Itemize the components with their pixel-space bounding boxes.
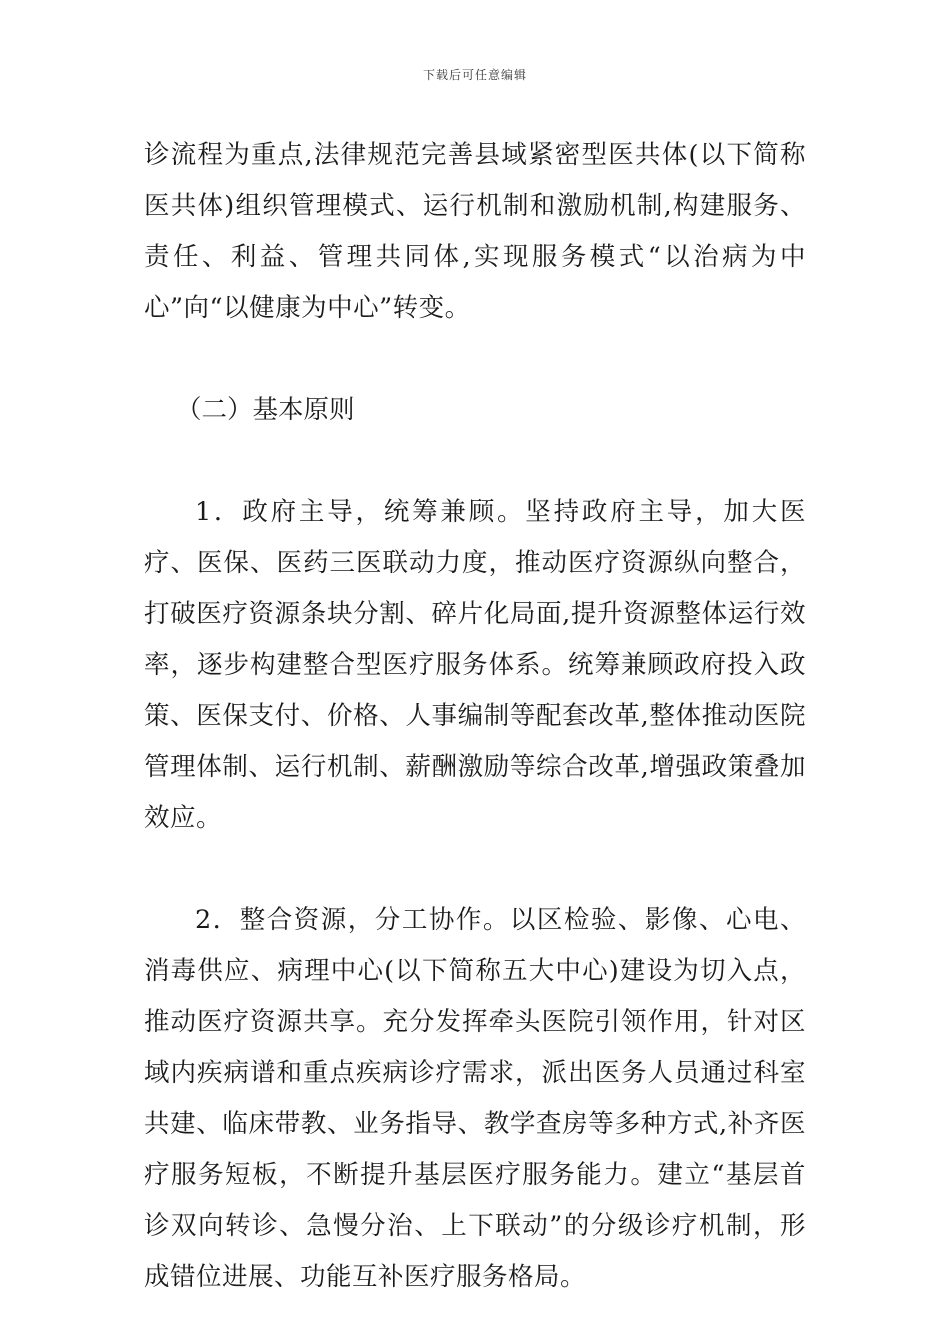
page-header-note: 下载后可任意编辑 — [422, 68, 527, 82]
document-body — [144, 130, 806, 1303]
paragraph-principle-2: 2．整合资源，分工协作。以区检验、影像、心电、消毒供应、病理中心(以下简称五大中心)建设为切入点，推动医疗资源共享。充分发挥牵头医院引领作用，针对区域内疾病谱和重点疾病诊疗需求，派出医务人员通过科室共建、临床带教、业务指导、教学查房等多种方式,补齐医疗服务短板，不断提升基层医疗服务能力。建立“基层首诊双向转诊、急慢分治、上下联动”的分级诊疗机制，形成错位进展、功能互补医疗服务格局。 — [144, 905, 806, 1292]
paragraph-intro: 诊流程为重点,法律规范完善县域紧密型医共体(以下简称医共体)组织管理模式、运行机制和激励机制,构建服务、责任、利益、管理共同体,实现服务模式“以治病为中心”向“以健康为中心”转变。 — [144, 140, 806, 323]
paragraph-spacer — [144, 844, 806, 895]
paragraph-principle-1: 1．政府主导，统筹兼顾。坚持政府主导，加大医疗、医保、医药三医联动力度，推动医疗资源纵向整合，打破医疗资源条块分割、碎片化局面,提升资源整体运行效率，逐步构建整合型医疗服务体系。统筹兼顾政府投入政策、医保支付、价格、人事编制等配套改革,整体推动医院管理体制、运行机制、薪酬激励等综合改革,增强政策叠加效应。 — [144, 497, 806, 833]
section-heading: （二）基本原则 — [176, 395, 355, 425]
paragraph-spacer — [144, 334, 806, 385]
paragraph-spacer — [144, 436, 806, 487]
